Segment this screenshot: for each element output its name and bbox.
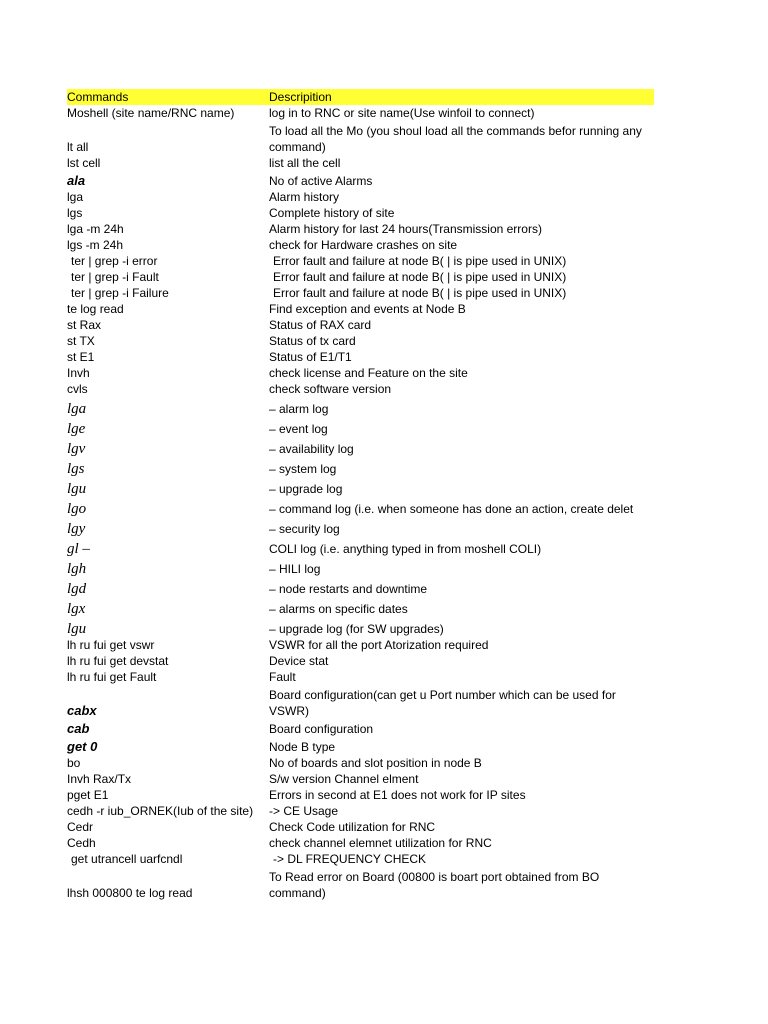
table-row xyxy=(67,437,654,457)
command-cell: cab xyxy=(67,721,90,736)
description-cell: -> CE Usage xyxy=(269,804,339,818)
table-row xyxy=(67,237,654,253)
table-row xyxy=(67,577,654,597)
table-row xyxy=(67,771,654,787)
table-row xyxy=(67,253,654,269)
table-row xyxy=(67,617,654,637)
table-row xyxy=(67,497,654,517)
table-row xyxy=(67,457,654,477)
description-cell: check channel elemnet utilization for RNC xyxy=(269,836,492,850)
command-cell: cvls xyxy=(67,382,88,396)
command-cell: lt all xyxy=(67,140,89,154)
table-row xyxy=(67,349,654,365)
command-cell: lga -m 24h xyxy=(67,222,124,236)
command-cell: te log read xyxy=(67,302,124,316)
description-cell: To load all the Mo (you shoul load all the commands befor running any command) xyxy=(269,124,642,154)
command-cell: lh ru fui get Fault xyxy=(67,670,157,684)
command-cell: Invh Rax/Tx xyxy=(67,772,132,786)
table-row xyxy=(67,155,654,171)
description-cell: Errors in second at E1 does not work for IP sites xyxy=(269,788,526,802)
description-cell: S/w version Channel elment xyxy=(269,772,419,786)
table-row xyxy=(67,867,654,901)
table-row xyxy=(67,205,654,221)
description-cell: Status of E1/T1 xyxy=(269,350,352,364)
command-cell: lgh xyxy=(67,561,87,577)
description-cell: check license and Feature on the site xyxy=(269,366,468,380)
description-cell: COLI log (i.e. anything typed in from moshell COLI) xyxy=(269,542,542,556)
table-header xyxy=(67,89,654,105)
table-row xyxy=(67,333,654,349)
description-cell: Status of tx card xyxy=(269,334,356,348)
table-row xyxy=(67,637,654,653)
description-cell: Device stat xyxy=(269,654,329,668)
command-cell: gl – xyxy=(67,541,90,557)
table-row xyxy=(67,189,654,205)
description-cell: – node restarts and downtime xyxy=(269,582,428,596)
command-cell: Moshell (site name/RNC name) xyxy=(67,106,235,120)
header-commands: Commands xyxy=(67,90,129,104)
description-cell: – security log xyxy=(269,522,340,536)
command-cell: lh ru fui get devstat xyxy=(67,654,169,668)
description-cell: log in to RNC or site name(Use winfoil to connect) xyxy=(269,106,535,120)
description-cell: Alarm history for last 24 hours(Transmission errors) xyxy=(269,222,542,236)
table-row xyxy=(67,317,654,333)
table-row xyxy=(67,557,654,577)
table-row xyxy=(67,121,654,155)
description-cell: Board configuration(can get u Port number which can be used for VSWR) xyxy=(269,688,616,718)
description-cell: list all the cell xyxy=(269,156,341,170)
description-cell: Node B type xyxy=(269,740,336,754)
description-cell: – upgrade log (for SW upgrades) xyxy=(269,622,444,636)
command-cell: get utrancell uarfcndl xyxy=(71,852,183,866)
command-cell: Cedr xyxy=(67,820,94,834)
table-row xyxy=(67,685,654,719)
command-cell: st E1 xyxy=(67,350,95,364)
command-cell: lhsh 000800 te log read xyxy=(67,886,193,900)
command-cell: cabx xyxy=(67,703,97,718)
command-cell: lge xyxy=(67,421,86,437)
table-row xyxy=(67,171,654,189)
description-cell: – HILI log xyxy=(269,562,321,576)
command-cell: lh ru fui get vswr xyxy=(67,638,155,652)
command-cell: lgs xyxy=(67,206,83,220)
command-cell: lgy xyxy=(67,521,86,537)
table-row xyxy=(67,653,654,669)
description-cell: – upgrade log xyxy=(269,482,343,496)
description-cell: – command log (i.e. when someone has done an action, create delet xyxy=(269,502,634,516)
command-cell: lgd xyxy=(67,581,87,597)
description-cell: Status of RAX card xyxy=(269,318,372,332)
table-row xyxy=(67,669,654,685)
description-cell: Error fault and failure at node B( | is pipe used in UNIX) xyxy=(273,286,567,300)
command-cell: lgo xyxy=(67,501,87,517)
table-row xyxy=(67,477,654,497)
command-cell: lgv xyxy=(67,441,86,457)
command-cell: lgx xyxy=(67,601,86,617)
command-cell: ala xyxy=(67,173,86,188)
description-cell: Check Code utilization for RNC xyxy=(269,820,436,834)
description-cell: Find exception and events at Node B xyxy=(269,302,466,316)
command-cell: get 0 xyxy=(67,739,98,754)
description-cell: – event log xyxy=(269,422,328,436)
command-cell: lgs xyxy=(67,461,85,477)
table-row xyxy=(67,221,654,237)
description-cell: To Read error on Board (00800 is boart port obtained from BO command) xyxy=(269,870,600,900)
command-cell: ter | grep -i error xyxy=(71,254,158,268)
description-cell: – availability log xyxy=(269,442,354,456)
command-table xyxy=(67,89,654,901)
table-row xyxy=(67,537,654,557)
command-cell: Invh xyxy=(67,366,90,380)
command-cell: ter | grep -i Failure xyxy=(71,286,169,300)
description-cell: Board configuration xyxy=(269,722,374,736)
table-row xyxy=(67,285,654,301)
table-row xyxy=(67,105,654,121)
table-row xyxy=(67,819,654,835)
table-row xyxy=(67,755,654,771)
description-cell: -> DL FREQUENCY CHECK xyxy=(273,852,427,866)
table-row xyxy=(67,737,654,755)
description-cell: – alarm log xyxy=(269,402,329,416)
description-cell: – system log xyxy=(269,462,337,476)
table-body xyxy=(67,105,654,901)
command-cell: lga xyxy=(67,401,87,417)
command-cell: lga xyxy=(67,190,84,204)
command-cell: lst cell xyxy=(67,156,101,170)
table-row xyxy=(67,269,654,285)
table-row xyxy=(67,417,654,437)
command-cell: st TX xyxy=(67,334,95,348)
table-row xyxy=(67,365,654,381)
command-cell: cedh -r iub_ORNEK(Iub of the site) xyxy=(67,804,254,818)
command-cell: st Rax xyxy=(67,318,102,332)
description-cell: check software version xyxy=(269,382,392,396)
command-cell: lgs -m 24h xyxy=(67,238,124,252)
table-row xyxy=(67,381,654,397)
description-cell: – alarms on specific dates xyxy=(269,602,408,616)
description-cell: Fault xyxy=(269,670,296,684)
description-cell: VSWR for all the port Atorization required xyxy=(269,638,489,652)
header-description: Descripition xyxy=(269,90,332,104)
table-row xyxy=(67,301,654,317)
command-cell: lgu xyxy=(67,621,87,637)
command-cell: pget E1 xyxy=(67,788,109,802)
command-cell: lgu xyxy=(67,481,87,497)
description-cell: No of boards and slot position in node B xyxy=(269,756,482,770)
table-row xyxy=(67,803,654,819)
table-row xyxy=(67,517,654,537)
table-row xyxy=(67,597,654,617)
command-cell: Cedh xyxy=(67,836,96,850)
description-cell: check for Hardware crashes on site xyxy=(269,238,458,252)
command-cell: bo xyxy=(67,756,81,770)
table-row xyxy=(67,397,654,417)
table-row xyxy=(67,719,654,737)
description-cell: Error fault and failure at node B( | is pipe used in UNIX) xyxy=(273,254,567,268)
description-cell: No of active Alarms xyxy=(269,174,373,188)
table-row xyxy=(67,787,654,803)
description-cell: Error fault and failure at node B( | is pipe used in UNIX) xyxy=(273,270,567,284)
table-row xyxy=(67,835,654,851)
table-row xyxy=(67,851,654,867)
description-cell: Alarm history xyxy=(269,190,340,204)
description-cell: Complete history of site xyxy=(269,206,395,220)
command-cell: ter | grep -i Fault xyxy=(71,270,159,284)
